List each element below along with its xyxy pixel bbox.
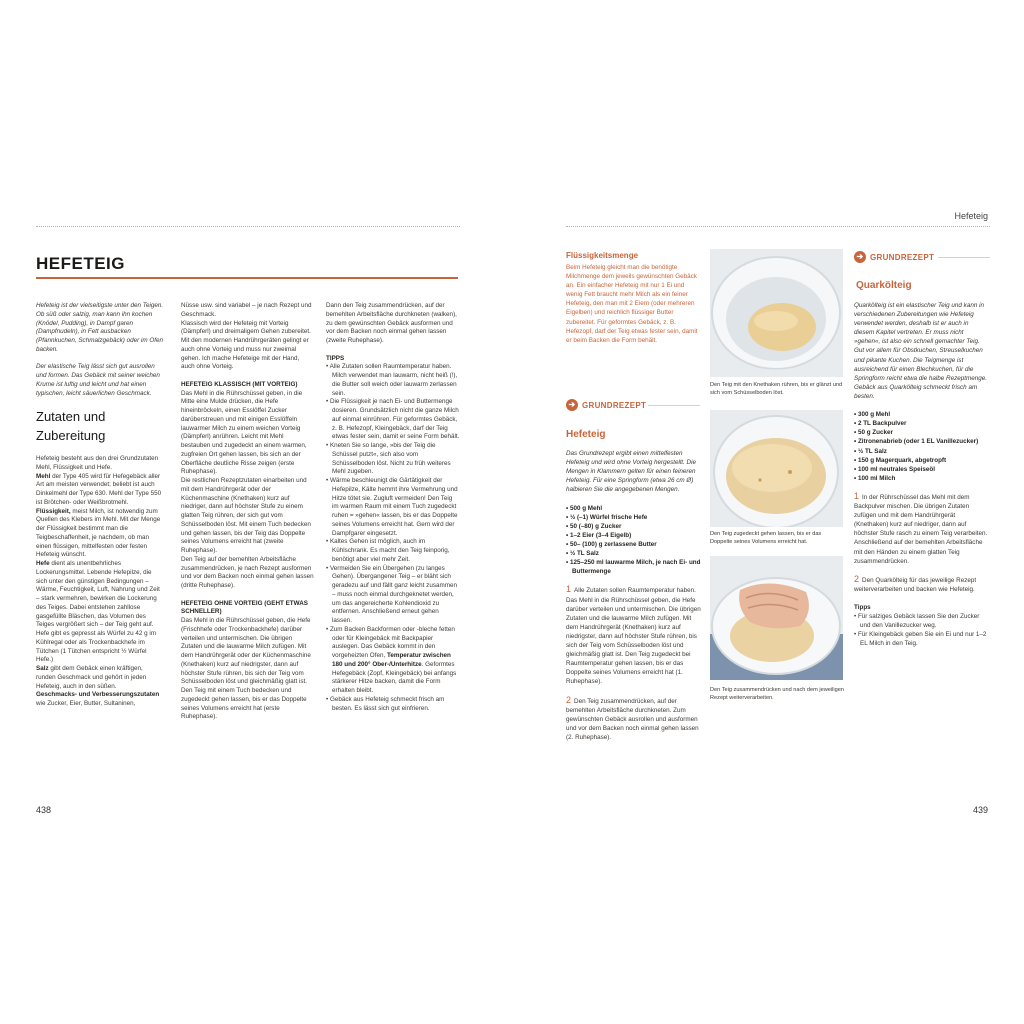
recipe-title: Quarkölteig (856, 280, 912, 291)
ingredient: • Zitronenabrieb (oder 1 EL Vanillezucker) (854, 438, 979, 446)
page-number: 438 (36, 805, 52, 815)
photo-caption: Den Teig zusammendrücken und nach dem jeweiligen Rezept weiterverarbeiten. (710, 687, 844, 701)
ingredient-list (566, 504, 702, 577)
photo-caption: Den Teig zugedeckt gehen lassen, bis er das Doppelte seines Volumens erreicht hat. (710, 531, 822, 545)
left-column-2 (181, 302, 314, 722)
ingredient: • ½ TL Salz (566, 550, 599, 558)
body-paragraph: Flüssigkeit, meist Milch, ist notwendig zum Quellen des Klebers im Mehl. Mit der Menge der Flüssigkeit bestimmt man die Teigbeschaffenheit, je nachdem, ob man einen flüssigen, mittelfesten oder festen Hefeteig wünscht. (36, 507, 161, 559)
list-item: • Vermeiden Sie ein Übergehen (zu langes Gehen). Übergangener Teig – er bläht sich geradezu auf und fällt ganz leicht zusammen – muss noch einmal durchgeknetet werden, um das angereicherte Kohlendioxid zu entfernen. Anschließend erneut gehen lassen. (326, 564, 457, 624)
body-paragraph: Dann den Teig zusammendrücken, auf der bemehlten Arbeitsfläche durchkneten (walken), zu dem gewünschten Gebäck ausformen und vor dem Backen noch einmal gehen lassen (zweite Ruhephase). (326, 302, 457, 344)
list-item: • Alle Zutaten sollen Raumtemperatur haben. Milch verwendet man lauwarm, nicht heiß (!), die Butter soll weich oder lauwarm zerlassen sein. (326, 363, 458, 397)
body-paragraph: Hefe dient als unentbehrliches Lockerungsmittel. Lebende Hefepilze, die sich unter den günstigen Bedingungen – Wärme, Feuchtigkeit, Luft, Nahrung und Zeit – stark vermehren, bewirken die Lockerung des Teiges. Dabei entstehen zahllose gasgefüllte Bläschen, das Volumen des Teiges vergrößert sich – der Teig geht auf. Hefe gibt es gepresst als Würfel zu 42 g im Kühlregal oder als Trockenbackhefe im Tütchen (1 Tütchen entspricht ½ Würfel Hefe.) (36, 560, 160, 664)
body-paragraph: Geschmacks- und Verbesserungszutaten wie Zucker, Eier, Butter, Sultaninen, (36, 691, 160, 707)
ingredient: • 50 g Zucker (854, 429, 893, 437)
ingredient: • ½ TL Salz (854, 447, 887, 455)
arrow-right-icon: ➔ (854, 251, 866, 263)
body-paragraph: Mehl der Type 405 wird für Hefegebäck aller Art am meisten verwendet; beliebt ist auch Dinkelmehl der Type 630. Mehl der Type 550 ist Brötchen- oder Weißbrotmehl. (36, 472, 162, 506)
recipe-step: 1 Alle Zutaten sollen Raumtemperatur haben. Das Mehl in die Rührschüssel geben, die Hefe darüber verteilen und untermischen. Die übrigen Zutaten und die lauwarme Milch zufügen. Mit dem Handrührgerät (Knethaken) kurz auf niedrigster, dann auf höchster Stufe rühren, bis sich der Teig vom Schüsselboden löst und gleichmäßig glatt ist. Den Teig zugedeckt bei Raumtemperatur gehen lassen, bis er das Doppelte seines Volumens erreicht hat (1. Ruhephase). (566, 584, 701, 686)
recipe-intro: Quarkölteig ist ein elastischer Teig und kann in verschiedenen Zubereitungen wie Hefeteig verwendet werden, deshalb ist er auch in diesem Kapitel vertreten. Er muss nicht »gehen«, ist also ein schnell gemachter Teig. Gut vor allem für Obstkuchen, Streuselkuchen und pikante Kuchen. Die Teigmenge ist ausreichend für einen Blechkuchen, für die Springform reicht etwa die halbe Rezeptmenge. Gebäck aus Quarkölteig schmeckt frisch am besten. (854, 302, 988, 400)
info-box-body: Beim Hefeteig gleicht man die benötigte Milchmenge dem jeweils gewünschten Gebäck an. Ein einfacher Hefeteig mit nur 1 Ei und wenig Fett braucht mehr Milch als ein feiner Hefeteig, den man mit 2 Eiern (oder mehreren Eigelben) und reichlich flüssiger Butter zubereitet. Für geformtes Gebäck, z. B. Hefezopf, darf der Teig etwas fester sein, damit er beim Backen die Form behält. (566, 264, 698, 344)
ingredient: • 2 TL Backpulver (854, 420, 907, 428)
list-item: • Gebäck aus Hefeteig schmeckt frisch am besten. Es lässt sich gut einfrieren. (326, 695, 445, 712)
dotted-rule (566, 226, 990, 227)
dotted-rule (36, 226, 460, 227)
ingredient: • 125–250 ml lauwarme Milch, je nach Ei- und Buttermenge (566, 559, 701, 576)
body-paragraph: Nüsse usw. sind variabel – je nach Rezept und Geschmack. (181, 302, 312, 318)
ingredient: • 50– (100) g zerlassene Butter (566, 540, 657, 548)
intro-paragraph: Der elastische Teig lässt sich gut ausrollen und formen. Das Gebäck mit seiner weichen Krume ist luftig und leicht und hat einen typischen, leicht säuerlichen Geschmack. (36, 363, 160, 397)
subheading: Tipps (854, 604, 871, 612)
ingredient: • 100 ml Milch (854, 474, 896, 482)
recipe-title: Hefeteig (566, 429, 606, 440)
list-item: • Kaltes Gehen ist möglich, auch im Kühlschrank. Es macht den Teig feinporig, benötigt aber viel mehr Zeit. (326, 538, 450, 563)
ingredient: • 150 g Magerquark, abgetropft (854, 456, 947, 464)
left-column-1 (36, 302, 164, 709)
list-item: • Für salziges Gebäck lassen Sie den Zucker und den Vanillezucker weg. (854, 613, 980, 630)
intro-paragraph: Hefeteig ist der vielseitigste unter den Teigen. Ob süß oder salzig, man kann ihn kochen (Knödel, Pudding), in Dampf garen (Dampfnudeln), in Fett ausbacken (Pfannkuchen, Schmalzgebäck) oder im Ofen backen. (36, 302, 164, 353)
ingredient: • 1–2 Eier (3–4 Eigelb) (566, 531, 632, 539)
list-item: • Zum Backen Backformen oder -bleche fetten oder für Kleingebäck mit Backpapier auslegen. Das Gebäck kommt in den vorgeheizten Ofen, Temperatur zwischen 180 und 200° Ober-/Unterhitze. Geformtes Hefegebäck (Zopf, Kleingebäck) bei anfangs stärkerer Hitze backen, damit die Form erhalten bleibt. (326, 625, 457, 694)
quark-recipe (854, 301, 990, 649)
tips-list (854, 612, 990, 648)
body-paragraph: Das Mehl in die Rührschüssel geben, in die Mitte eine Mulde drücken, die Hefe hineinbröckeln, einen Esslöffel Zucker darüberstreuen und mit einigen Esslöffeln lauwarmer Milch zu einem weichen Vorteig (Dämpferl) anrühren. Leicht mit Mehl bestauben und zugedeckt an einem warmen, zugfreien Ort gehen lassen, bis sich an der Oberfläche deutliche Risse zeigen (erste Ruhephase). (181, 389, 307, 476)
body-paragraph: Hefeteig besteht aus den drei Grundzutaten Mehl, Flüssigkeit und Hefe. (36, 455, 159, 471)
left-column-3 (326, 302, 460, 713)
list-item: • Wärme beschleunigt die Gärtätigkeit der Hefepilze, Kälte hemmt ihre Vermehrung und Hitze tötet sie. Zugluft vermeiden! Den Teig im warmen Raum mit einem Tuch zugedeckt ruhen = »gehen« lassen, bis er das Doppelte seines Volumens erreicht hat. Gern wird der Dampfgarer eingesetzt. (326, 477, 458, 537)
grundrezept-label: ➔ GRUNDREZEPT (566, 399, 646, 411)
list-item: • Kneten Sie so lange, »bis der Teig die Schüssel putzt«, sich also vom Schüsselboden löst. Nicht zu früh weiteres Mehl zugeben. (326, 442, 451, 476)
info-box-heading: Flüssigkeitsmenge (566, 251, 639, 260)
page-number: 439 (972, 805, 988, 815)
right-page (512, 0, 1024, 1024)
tips-list (326, 363, 460, 713)
ingredient: • 300 g Mehl (854, 411, 891, 419)
recipe-intro: Das Grundrezept ergibt einen mittelfesten Hefeteig und wird ohne Vorteig hergestellt. Die Mengen in Klammern gelten für einen feineren Hefeteig. Für eine Springform (etwa 26 cm Ø) halbieren Sie die angegebenen Mengen. (566, 450, 696, 494)
arrow-right-icon: ➔ (566, 399, 578, 411)
recipe-step: 2 Den Quarkölteig für das jeweilige Rezept weiterverarbeiten und backen wie Hefeteig. (854, 573, 977, 593)
divider (648, 405, 700, 406)
recipe-step: 1 In der Rührschüssel das Mehl mit dem Backpulver mischen. Die übrigen Zutaten zufügen und mit dem Handrührgerät (Knethaken) kurz auf niedriger, dann auf höchster Stufe rasch zu einem Teig verarbeiten. Anschließend auf der bemehlten Arbeitsfläche mit den Händen zu einem glatten Teig zusammendrücken. (854, 490, 988, 565)
info-box (566, 251, 700, 345)
recipe-step: 2 Den Teig zusammendrücken, auf der bemehlten Arbeitsfläche durchkneten. Zum gewünschten Gebäck ausrollen und ausformen und vor dem Backen noch einmal gehen lassen (2. Ruhephase). (566, 694, 699, 741)
hefeteig-recipe (566, 449, 702, 751)
subheading: TIPPS (326, 354, 345, 362)
headline-rule (36, 277, 458, 279)
ingredient: • 100 ml neutrales Speiseöl (854, 465, 935, 473)
grundrezept-label: ➔ GRUNDREZEPT (854, 251, 934, 263)
list-item: • Die Flüssigkeit je nach Ei- und Buttermenge dosieren. Grundsätzlich nicht die ganze Milch auf einmal einrühren. Für geformtes Gebäck, z. B. Hefezopf, Kleingebäck, darf der Teig etwas fester sein, damit er seine Form behält. (326, 398, 460, 441)
subheading: HEFETEIG OHNE VORTEIG (GEHT ETWAS SCHNELLER) (181, 599, 308, 616)
ingredient: • ½ (–1) Würfel frische Hefe (566, 513, 648, 521)
divider (938, 257, 990, 258)
ingredient: • 50 (–80) g Zucker (566, 522, 622, 530)
body-paragraph: Den Teig auf der bemehlten Arbeitsfläche zusammendrücken, je nach Rezept ausformen und vor dem Backen noch einmal gehen lassen (dritte Ruhephase). (181, 555, 314, 589)
photo-caption: Den Teig mit den Knethaken rühren, bis er glänzt und sich vom Schüsselboden löst. (710, 382, 843, 396)
page-headline: HEFETEIG (36, 254, 126, 273)
ingredient: • 500 g Mehl (566, 504, 603, 512)
section-title: Zutaten und Zubereitung (36, 409, 106, 443)
subheading: HEFETEIG KLASSISCH (MIT VORTEIG) (181, 380, 298, 388)
photo-dough-kneaded (710, 249, 843, 377)
body-paragraph: Klassisch wird der Hefeteig mit Vorteig (Dämpferl) und dreimaligem Gehen zubereitet. Mit den modernen Handrührgeräten gelingt er auch ohne Vorteig und muss nur zweimal gehen. Ich mache Hefeteige mit der Hand, auch ohne Vorteig. (181, 319, 311, 371)
ingredient-list (854, 410, 990, 483)
body-paragraph: Das Mehl in die Rührschüssel geben, die Hefe (Frischhefe oder Trockenbackhefe) darüber verteilen und untermischen. Die übrigen Zutaten und die lauwarme Milch zufügen. Mit dem Handrührgerät oder der Küchenmaschine (Knethaken) kurz auf niedrigster, dann auf höchster Stufe rühren, bis sich der Teig vom Schüsselboden löst und gleichmäßig glatt ist. Den Teig mit einem Tuch bedecken und zugedeckt gehen lassen, bis er das Doppelte seines Volumens erreicht hat (erste Ruhephase). (181, 617, 311, 721)
body-paragraph: Salz gibt dem Gebäck einen kräftigen, runden Geschmack und gehört in jeden Hefeteig, auch in den süßen. (36, 665, 147, 690)
list-item: • Für Kleingebäck geben Sie ein Ei und nur 1–2 EL Milch in den Teig. (854, 631, 987, 648)
running-head: Hefeteig (954, 211, 988, 221)
photo-dough-risen (710, 410, 843, 527)
photo-dough-pressed (710, 556, 843, 680)
body-paragraph: Die restlichen Rezeptzutaten einarbeiten und mit dem Handrührgerät oder der Küchenmaschine (Knethaken) kurz auf niedriger, dann auf höchster Stufe zu einem glatten Teig rühren, der sich gut vom Schüsselboden löst. Mit einem Tuch bedecken und gehen lassen, bis der Teig das Doppelte seines Volumens erreicht hat (zweite Ruhephase). (181, 477, 311, 554)
